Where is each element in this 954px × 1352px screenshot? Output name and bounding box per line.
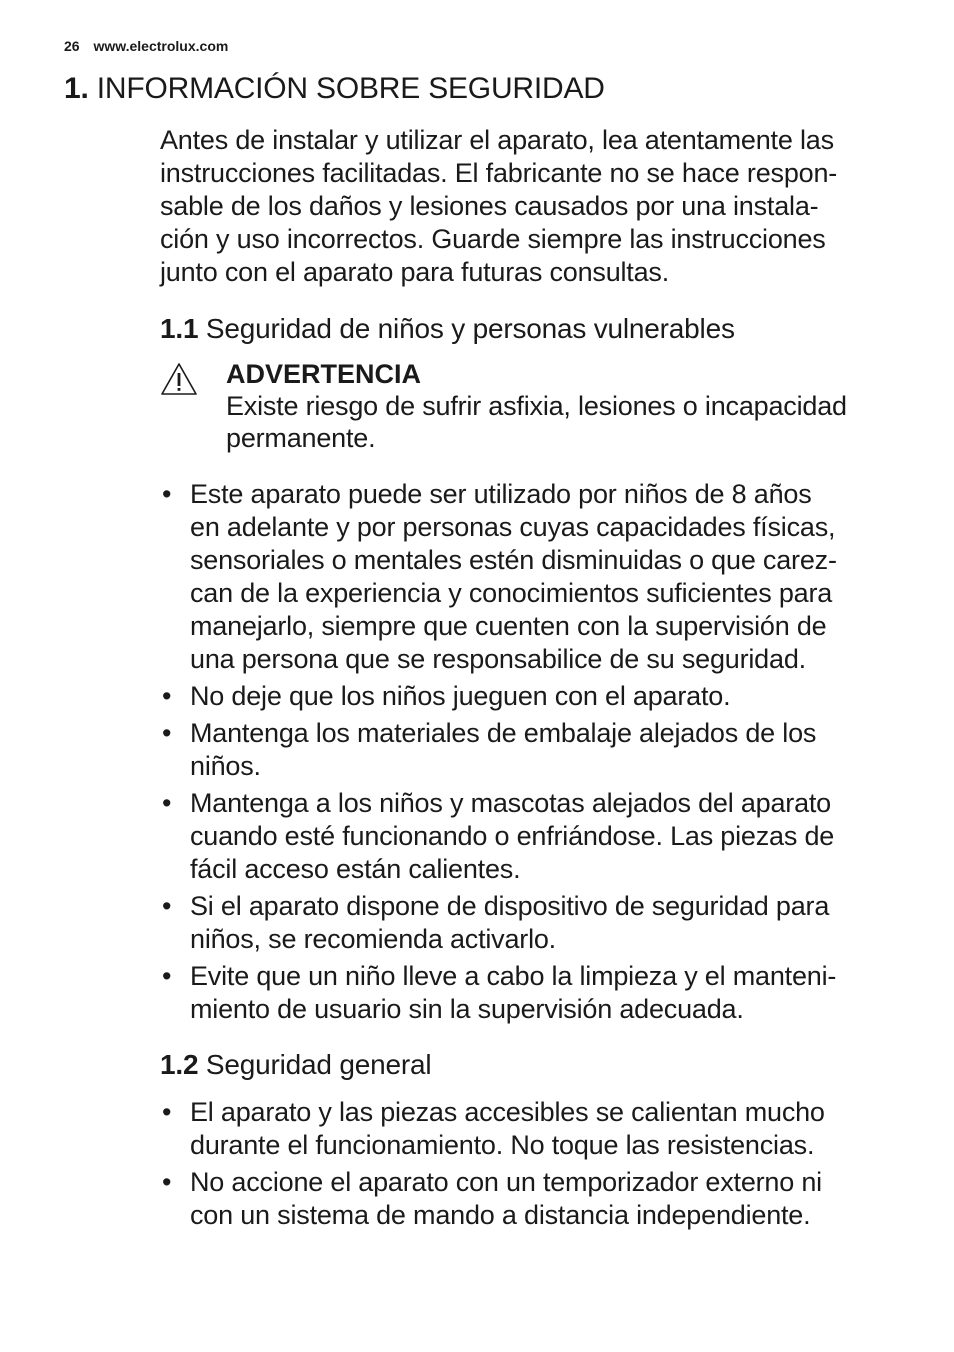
list-item-line: • Mantenga a los niños y mascotas alejados del aparato [190, 788, 832, 818]
list-item-line: • El aparato y las piezas accesibles se calientan mucho [190, 1097, 825, 1127]
list-item-line: sensoriales o mentales estén disminuidas o que carez- [190, 545, 837, 575]
warning-triangle-icon [160, 362, 198, 396]
warning-line: permanente. [226, 423, 376, 453]
website-url: www.electrolux.com [93, 38, 229, 54]
list-item-line: manejarlo, siempre que cuenten con la supervisión de [190, 611, 827, 641]
list-item-line: • Este aparato puede ser utilizado por niños de 8 años [190, 479, 812, 509]
intro-line: sable de los daños y lesiones causados por una instala- [160, 191, 819, 221]
child-safety-list [160, 478, 900, 1026]
list-item [160, 787, 900, 886]
list-item-line: miento de usuario sin la supervisión adecuada. [190, 994, 744, 1024]
list-item-line: • No deje que los niños jueguen con el aparato. [190, 681, 731, 711]
section-title [64, 70, 605, 108]
list-item [160, 478, 900, 676]
list-item-line: • Si el aparato dispone de dispositivo de seguridad para [190, 891, 830, 921]
subsection-number: 1.1 [160, 313, 199, 344]
warning-text [226, 390, 900, 454]
subsection-title: Seguridad general [205, 1049, 432, 1080]
intro-line: Antes de instalar y utilizar el aparato, lea atentamente las [160, 125, 834, 155]
list-item [160, 680, 900, 713]
list-item [160, 1166, 900, 1232]
list-item-line: fácil acceso están calientes. [190, 854, 521, 884]
list-item-line: • Mantenga los materiales de embalaje alejados de los [190, 718, 817, 748]
intro-paragraph [160, 124, 900, 289]
general-safety-list [160, 1096, 900, 1232]
list-item-line: en adelante y por personas cuyas capacidades físicas, [190, 512, 836, 542]
list-item [160, 717, 900, 783]
list-item-line: durante el funcionamiento. No toque las resistencias. [190, 1130, 815, 1160]
page-header [64, 38, 228, 54]
subsection-heading-1-1 [160, 312, 900, 346]
list-item [160, 890, 900, 956]
warning-box [160, 358, 900, 454]
list-item-line: cuando esté funcionando o enfriándose. Las piezas de [190, 821, 835, 851]
page-number: 26 [64, 38, 80, 54]
page-content [160, 124, 900, 1236]
list-item [160, 960, 900, 1026]
warning-title: ADVERTENCIA [226, 359, 422, 389]
subsection-title: Seguridad de niños y personas vulnerables [205, 313, 735, 344]
intro-line: ción y uso incorrectos. Guarde siempre las instrucciones [160, 224, 826, 254]
list-item-line: can de la experiencia y conocimientos suficientes para [190, 578, 833, 608]
list-item-line: con un sistema de mando a distancia independiente. [190, 1200, 811, 1230]
list-item [160, 1096, 900, 1162]
section-number: 1. [64, 72, 89, 105]
list-item-line: niños, se recomienda activarlo. [190, 924, 556, 954]
list-item-line: niños. [190, 751, 261, 781]
intro-line: instrucciones facilitadas. El fabricante no se hace respon- [160, 158, 838, 188]
subsection-heading-1-2 [160, 1048, 900, 1082]
intro-line: junto con el aparato para futuras consultas. [160, 257, 670, 287]
section-title-text: INFORMACIÓN SOBRE SEGURIDAD [96, 72, 605, 105]
list-item-line: • Evite que un niño lleve a cabo la limpieza y el manteni- [190, 961, 837, 991]
warning-line: Existe riesgo de sufrir asfixia, lesiones o incapacidad [226, 391, 847, 421]
list-item-line: una persona que se responsabilice de su seguridad. [190, 644, 806, 674]
list-item-line: • No accione el aparato con un temporizador externo ni [190, 1167, 822, 1197]
subsection-number: 1.2 [160, 1049, 199, 1080]
